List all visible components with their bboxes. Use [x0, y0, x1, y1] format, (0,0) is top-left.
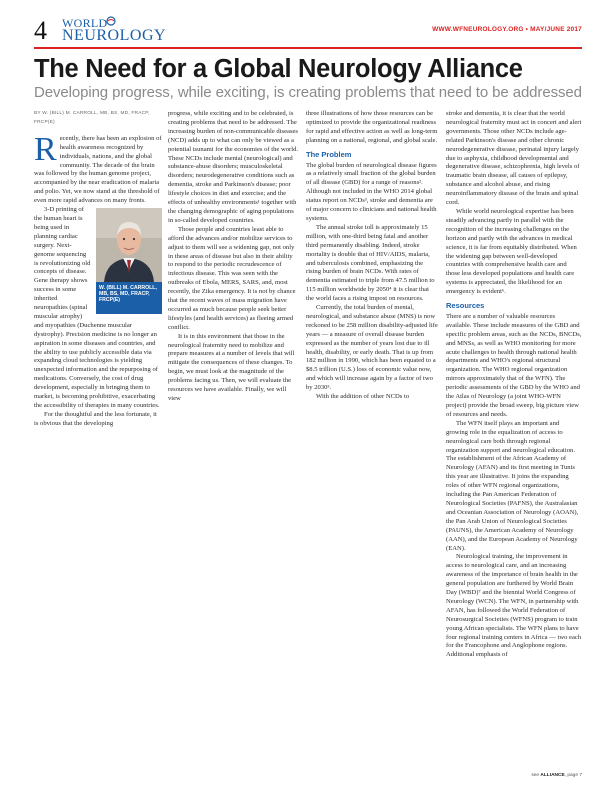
paragraph: The WFN itself plays an important and growing role in the equalization of access to neurological care both through regional organization support and neurological education. The establishment of the African Academy of Neurology (AFAN) and its first meeting in Tunis this year are illustrative. It joins the expanding roles of other WFN regional organizations, including the Pan American Federation of Neurological Societies (PAFNS), the Australasian and Oceanian Association of Neurology (AOAN), the Pan Arab Union of Neurological Societies (PAUNS), the American Academy of Neurology (AAN), and the European Academy of Neurology (EAN).	[446, 419, 579, 552]
paragraph: three illustrations of how those resources can be optimized to provide the organizational readiness for rapid and effective action as well as long-term planning on a national, regional, and global scale.	[306, 110, 438, 144]
paragraph: While world neurological expertise has been steadily advancing partly in parallel with the recognition of the increasing challenges on the horizon and partly with the advances in medical science, it is far from equitably distributed. When the widening gap between well-developed countries with comprehensive health care and those less developed populations and health care systems is appreciated, the likelihood for an emergency is evident⁶.	[446, 207, 577, 296]
continued-suffix: , page 7	[564, 773, 582, 778]
header-divider	[34, 47, 582, 49]
continued-on-page[interactable]	[531, 773, 582, 778]
paragraph: Currently, the total burden of mental, neurological, and substance abuse (MNS) is now reckoned to be 258 million disability-adjusted life years — a measure of overall disease burden expressed as the number of years lost due to ill health, disability, or early death. That is up from 182 million in 1990, which has been equated to a $8.5 trillion (U.S.) loss of economic value now, and which will increase again by a factor of two by 2030⁵.	[306, 304, 438, 392]
page-header	[34, 16, 582, 46]
article-title: The Need for a Global Neurology Alliance	[34, 55, 523, 83]
byline: BY W. (BILL) M. CARROLL, MB, BS, MD, FRACP, FRCP(E)	[34, 111, 150, 125]
paragraph: Neurological training, the improvement in access to neurological care, and an increasing awareness of the importance of brain health in the general population are furthered by World Brain Day (WBD)⁷ and the biennial World Congress of Neurology (WCN). The WFN, in partnership with AFAN, has followed the World Federation of Neurosurgical Societies (WFNS) program to train young African specialists. The WFN plans to have four regional training centers in Africa — two each for the Francophone and Anglophone regions. Additional emphasis of	[446, 553, 582, 659]
continued-prefix: see	[531, 773, 540, 778]
text-column-4	[446, 110, 582, 660]
paragraph: It is in this environment that those in the neurological fraternity need to mobilize and prepare measures at a number of levels that will mitigate the consequences of these changes. To begin, we must look at the magnitude of the problems facing us. Then, we will evaluate the resources we have available. Finally, we will view	[168, 332, 295, 402]
paragraph	[34, 130, 162, 206]
paragraph: The global burden of neurological disease figures as a relatively small fraction of the global burden of all disease (GBD) for a range of reasons². Although not included in the WHO 2014 global status report on NCDs³, stroke and dementia are of major concern to clinicians and national health systems.	[306, 161, 437, 222]
author-photo-block	[96, 208, 162, 314]
author-photo	[96, 208, 162, 282]
section-heading-resources: Resources	[446, 301, 485, 311]
paragraph: With the addition of other NCDs to	[316, 393, 410, 401]
logo-word-bottom: NEUROLOGY	[62, 27, 167, 44]
url-and-issue: WWW.WFNEUROLOGY.ORG • MAY/JUNE 2017	[432, 26, 582, 33]
paragraph: Those people and countries least able to afford the advances and/or mobilize services to adjust to them will see a widening gap, not only in these areas of disease but also in their ability to respond to the periodic recrudescence of infectious disease. This was seen with the outbreaks of Ebola, MERS, SARS, and, most recently, the Zika emergency. It is not by chance that the recent waves of mass migration have occurred as much because people seek better lifestyles (and health services) as fleeing armed conflict.	[168, 225, 296, 331]
continued-keyword: ALLIANCE	[540, 773, 565, 778]
paragraph: 3-D printing of the human heart is being used in planning cardiac surgery. Next-genome sequencing is revolutionizing old concepts of disease. Gene therapy shows success in some inherited neuropathies (spinal muscular atrophy) and myopathies (Duchenne muscular dystrophy). Precision medicine is no longer an aspiration in some diseases and countries, and the ability to use publicly accessible data via expanding cloud technologies is yielding unexpected information and the repurposing of medications. Conversely, the cost of drug development, especially in bringing them to market, is becoming prohibitive, exacerbating the accessibility of therapies in many countries.	[34, 206, 160, 409]
page-number: 4	[34, 16, 47, 45]
paragraph: The annual stroke toll is approximately 15 million, with one-third being fatal and another third permanently disabling. Indeed, stroke mortality is double that of HIV/AIDS, malaria, and tuberculosis combined, emphasizing the rising burden of brain NCDs. With rates of dementia estimated to triple from 47.5 million to 115 million worldwide by 2050⁴ it is clear that the world faces a rising impost on resources.	[306, 223, 435, 303]
author-portrait-image	[96, 208, 162, 282]
logo-word-top: WORLD	[62, 16, 108, 30]
text-column-2	[168, 110, 298, 404]
photo-caption: W. (BILL) M. CARROLL, MB, BS, MD, FRACP, FRCP(E)	[96, 282, 162, 314]
paragraph: For the thoughtful and the less fortunate, it is obvious that the developing	[34, 410, 157, 427]
paragraph: stroke and dementia, it is clear that the world neurological fraternity must act in concert and alert governments. Those other NCDs include age-related Parkinson's disease and other chronic neurodegenerative disease, perinatal injury largely due to asphyxia, childhood developmental and degenerative disease, schizophrenia, high levels of traumatic brain disease, all causes of epilepsy, substance and alcohol abuse, and rising neuroinflammatory disease of the brain and spinal cord.	[446, 110, 582, 207]
text-column-3	[306, 110, 438, 402]
paragraph: progress, while exciting and to be celebrated, is creating problems that need to be addressed. The increasing burden of non-communicable diseases (NCD) adds up to what can only be viewed as a potential tsunami for the economies of the world. These NCDs include mental (neurological) and substance-abuse disorders; musculoskeletal disorders; neurodegenerative conditions such as dementia, stroke and Parkinson's disease; poor lifestyle choices in diet and exercise; and the effects of unhealthy environments¹ together with the changing demographic of aging populations in so-called developed countries.	[168, 110, 299, 224]
paragraph-text: ecently, there has been an explosion of health awareness recognized by individuals, nations, and the global community. The decade of the brain was followed by the human genome project, accompanied by the near eradication of malaria and polio. Yet, we now stand at the threshold of even more rapid advances on many fronts.	[34, 134, 162, 205]
paragraph: There are a number of valuable resources available. These include measures of the GBD and specific problem areas, such as the NCDs, BNCDs, and MNSs, as well as WHO monitoring for more acute challenges to health through national health departments and WHO's regional structural organization. The WHO regional organization mirrors approximately that of the WFN). The periodic assessments of the GBD by the WHO and the Atlas of Neurology (a joint WHO-WFN project) provide the broad sweep, big picture view of resources and needs.	[446, 312, 582, 418]
drop-cap: R	[34, 130, 57, 168]
logo-brain-icon	[106, 16, 116, 26]
text-column-1	[34, 110, 162, 429]
article-subtitle: Developing progress, while exciting, is creating problems that need to be addressed	[34, 84, 582, 101]
section-heading-problem: The Problem	[306, 149, 352, 159]
